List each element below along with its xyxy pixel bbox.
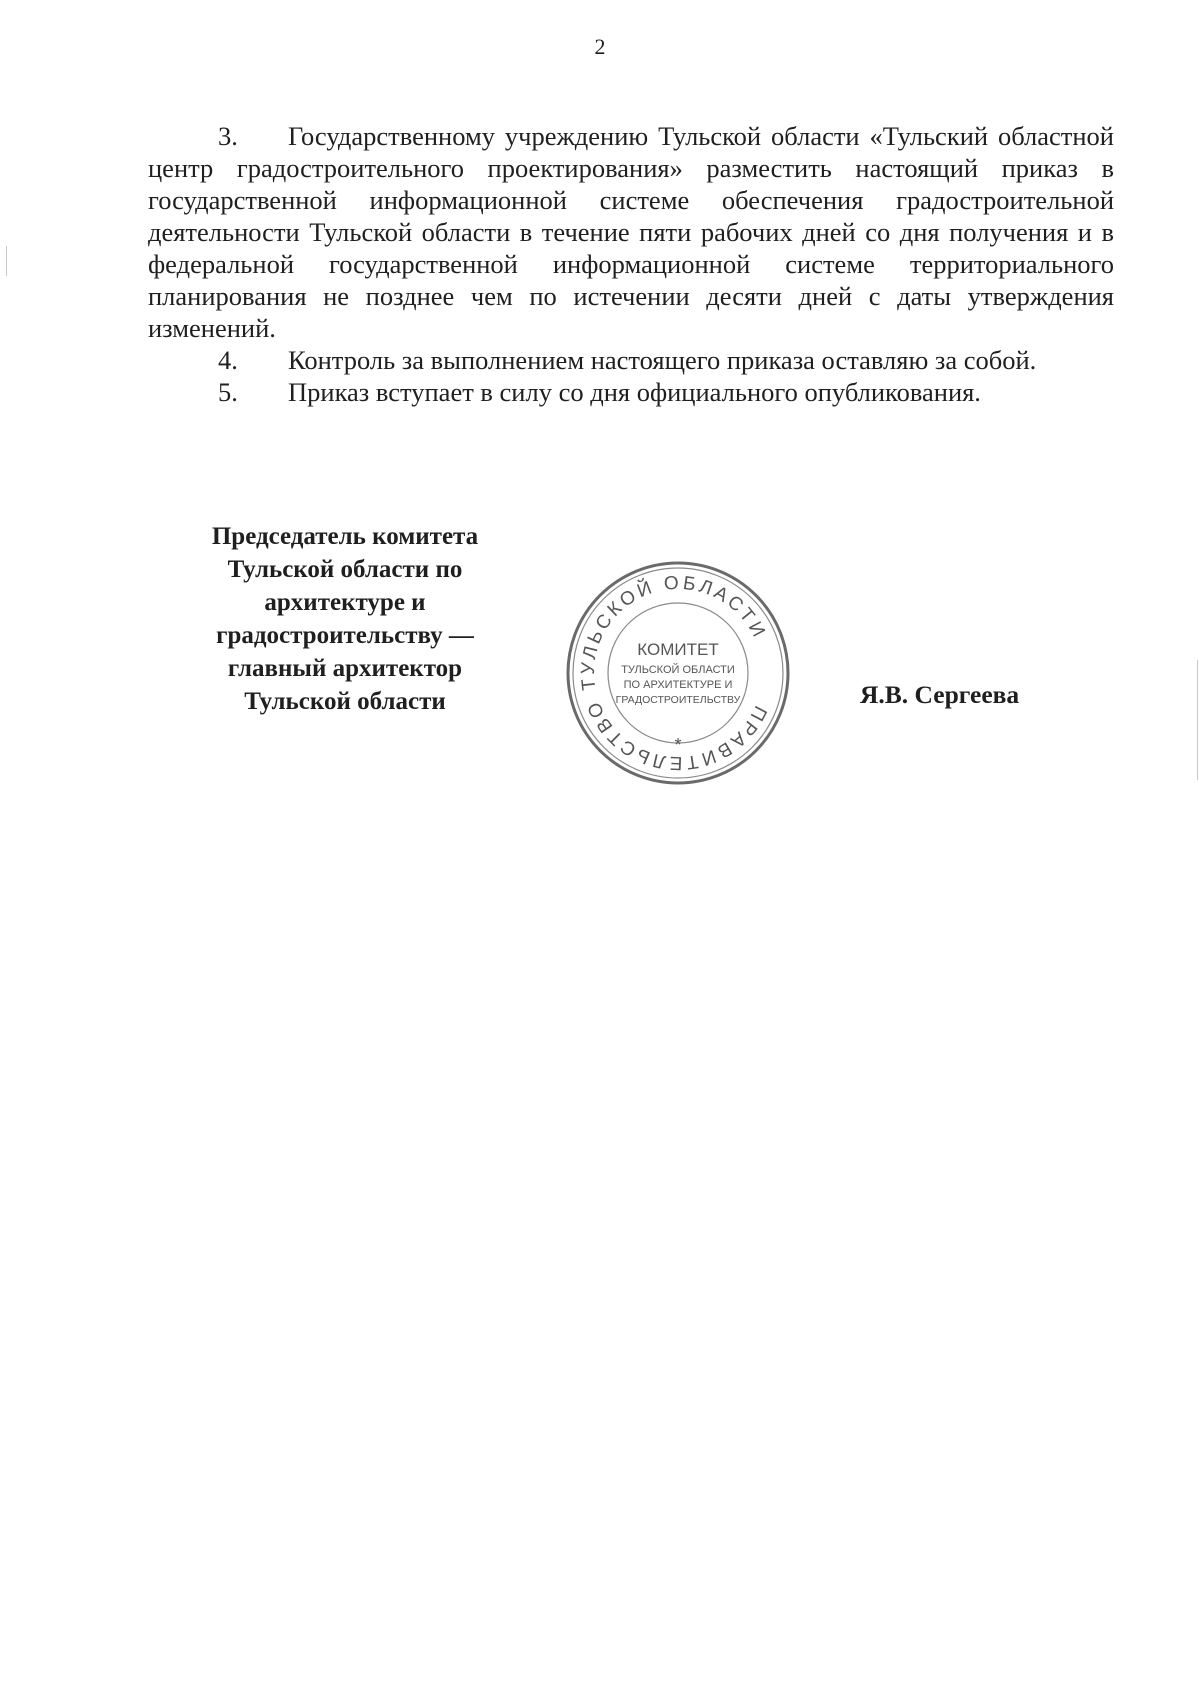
order-body <box>148 120 1114 408</box>
paragraph-text: Приказ вступает в силу со дня официального опубликования. <box>288 377 981 407</box>
paragraph-3 <box>148 120 1114 344</box>
paragraph-5 <box>148 376 1114 408</box>
seal-center-line: КОМИТЕТ <box>637 640 719 659</box>
seal-center-line: ГРАДОСТРОИТЕЛЬСТВУ <box>615 694 741 706</box>
signatory-title <box>180 520 510 718</box>
paragraph-number: 5. <box>218 377 238 407</box>
seal-center-line: ТУЛЬСКОЙ ОБЛАСТИ <box>621 664 735 676</box>
scan-margin-mark <box>6 246 7 276</box>
signatory-title-line: Тульской области по <box>227 556 463 583</box>
signatory-title-line: архитектуре и <box>264 589 426 616</box>
seal-graphic <box>562 557 794 789</box>
seal-center-line: ПО АРХИТЕКТУРЕ И <box>623 679 733 691</box>
paragraph-4 <box>148 344 1114 376</box>
scan-margin-mark <box>1197 660 1198 780</box>
paragraph-number: 4. <box>218 345 238 375</box>
seal-star: * <box>674 735 682 755</box>
paragraph-number: 3. <box>218 121 238 151</box>
signatory-title-line: главный архитектор <box>227 655 463 682</box>
paragraph-text: Контроль за выполнением настоящего приказа оставляю за собой. <box>288 345 1037 375</box>
signatory-title-line: Тульской области <box>244 688 446 715</box>
page-number: 2 <box>594 34 606 59</box>
official-seal <box>562 557 794 789</box>
signatory-title-line: Председатель комитета <box>211 523 479 550</box>
signatory-name: Я.В. Сергеева <box>860 680 1020 709</box>
seal-ring-text: ПРАВИТЕЛЬСТВО ТУЛЬСКОЙ ОБЛАСТИ <box>577 572 771 774</box>
paragraph-text: Государственному учреждению Тульской области «Тульский областной центр градостроительного проектирования» разместить настоящий приказ в государственной информационной системе обеспечения градостроительной деятельности Тульской области в течение пяти рабочих дней со дня получения и в федеральной государственной информационной системе территориального планирования не позднее чем по истечении десяти дней с даты утверждения изменений. <box>148 121 1114 343</box>
signatory-title-line: градостроительству — <box>216 622 474 649</box>
